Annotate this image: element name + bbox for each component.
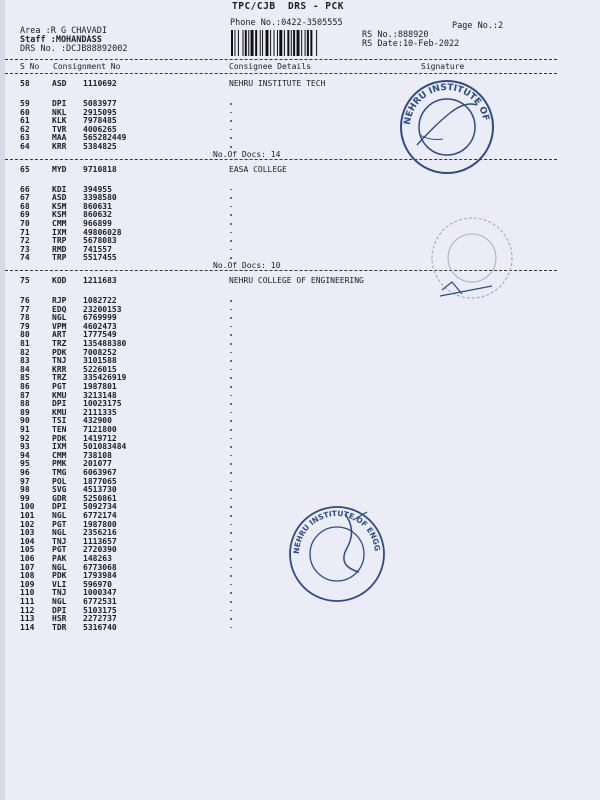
continuation-dot: [230, 326, 232, 328]
row-serial: 109: [20, 579, 35, 589]
docs-count: No.Of Docs: 14: [213, 149, 281, 159]
row-consignment-number: 1211683: [83, 276, 117, 285]
row-consignment-number: 1082722: [83, 296, 117, 305]
continuation-dot: [230, 627, 232, 629]
continuation-dot: [230, 558, 232, 560]
continuation-dot: [230, 343, 232, 345]
consignment-row: [20, 142, 117, 151]
continuation-dot: [230, 481, 232, 483]
row-serial: 63: [20, 133, 30, 143]
continuation-dot: [230, 420, 232, 422]
row-serial: 84: [20, 364, 30, 374]
barcode-bar: [270, 30, 271, 56]
row-consignment-number: 201077: [83, 459, 112, 469]
row-code: PDK: [52, 433, 67, 443]
row-consignment-number: 5517455: [83, 253, 117, 263]
continuation-dot: [230, 515, 232, 517]
row-consignment-number: 5092734: [83, 502, 117, 512]
row-serial: 108: [20, 571, 35, 581]
row-consignment-number: 738108: [83, 450, 112, 460]
row-consignment-number: 860631: [83, 201, 112, 211]
row-serial: 101: [20, 511, 35, 520]
barcode-bar: [293, 30, 295, 56]
docs-count: No.Of Docs: 10: [213, 261, 281, 270]
row-serial: 104: [20, 536, 35, 546]
row-serial: 96: [20, 468, 30, 477]
row-code: NGL: [52, 511, 67, 520]
barcode-bar: [251, 30, 254, 56]
row-consignment-number: 5226015: [83, 364, 117, 374]
row-code: SVG: [52, 485, 67, 495]
continuation-dot: [230, 146, 232, 148]
row-serial: 80: [20, 330, 30, 340]
row-code: KRR: [52, 142, 67, 151]
barcode-bar: [238, 30, 239, 56]
rs-date: RS Date:10-Feb-2022: [362, 39, 460, 49]
continuation-dot: [230, 240, 232, 242]
row-serial: 92: [20, 433, 30, 443]
row-code: MYD: [52, 164, 67, 174]
row-code: IXM: [52, 227, 67, 237]
continuation-dot: [230, 532, 232, 534]
row-consignment-number: 4602473: [83, 321, 117, 331]
row-consignment-number: 7978485: [83, 116, 117, 126]
row-serial: 90: [20, 416, 30, 426]
row-consignment-number: 6772531: [83, 597, 117, 606]
continuation-dot: [230, 189, 232, 191]
row-consignment-number: 6773068: [83, 562, 117, 572]
barcode-bar: [231, 30, 233, 56]
row-code: KRR: [52, 364, 67, 374]
continuation-dot: [230, 506, 232, 508]
continuation-dot: [230, 446, 232, 448]
row-code: VPM: [52, 321, 67, 331]
barcode-bar: [255, 30, 257, 56]
continuation-dot: [230, 129, 232, 131]
row-code: CMM: [52, 219, 67, 228]
svg-text:NEHRU INSTITUTE OF ENGG & TECH: [281, 493, 382, 554]
barcode-bar: [234, 30, 235, 56]
barcode-bar: [260, 30, 261, 56]
row-code: DPI: [52, 99, 67, 108]
row-code: GDR: [52, 493, 67, 503]
continuation-dot: [230, 438, 232, 440]
continuation-dot: [230, 463, 232, 465]
row-serial: 65: [20, 164, 30, 174]
header-divider-top: [5, 59, 557, 60]
barcode-bar: [248, 30, 249, 56]
row-code: TVR: [52, 124, 67, 134]
row-consignment-number: 10023175: [83, 399, 122, 409]
row-serial: 94: [20, 450, 30, 460]
barcode-bar: [277, 30, 278, 56]
stamp1-ring-text: NEHRU INSTITUTE OF TECHNOLOGY: [391, 68, 491, 126]
row-consignment-number: 1987800: [83, 519, 117, 529]
row-serial: 70: [20, 219, 30, 228]
row-code: PDK: [52, 571, 67, 581]
row-consignment-number: 860632: [83, 210, 112, 220]
barcode-bar: [316, 30, 317, 56]
continuation-dot: [230, 592, 232, 594]
continuation-dot: [230, 412, 232, 414]
row-serial: 71: [20, 227, 30, 237]
row-serial: 93: [20, 442, 30, 452]
row-code: KSM: [52, 201, 67, 211]
row-consignment-number: 596970: [83, 579, 112, 589]
row-code: DPI: [52, 502, 67, 512]
row-code: ASD: [52, 193, 67, 203]
continuation-dot: [230, 472, 232, 474]
row-serial: 103: [20, 528, 35, 538]
row-consignment-number: 5678083: [83, 236, 117, 246]
row-consignment-number: 1110692: [83, 79, 117, 88]
barcode-bar: [284, 30, 285, 56]
row-code: KMU: [52, 390, 67, 400]
row-serial: 97: [20, 476, 30, 486]
consignment-row: [20, 253, 117, 262]
row-code: PGT: [52, 382, 67, 391]
row-consignment-number: 501083484: [83, 442, 127, 452]
row-code: TNJ: [52, 356, 67, 366]
row-code: TRZ: [52, 373, 67, 383]
continuation-dot: [230, 377, 232, 379]
barcode-bar: [279, 30, 282, 56]
stamp2-ring-text: NEHRU INSTITUTE OF ENGG & TECHNOLOGY: [281, 493, 383, 555]
row-code: NGL: [52, 597, 67, 606]
continuation-dot: [230, 232, 232, 234]
header-divider-bottom: [5, 73, 557, 74]
continuation-dot: [230, 429, 232, 431]
row-code: HSR: [52, 614, 67, 624]
row-consignment-number: 2272737: [83, 614, 117, 624]
barcode-bar: [307, 30, 309, 56]
consignee-name: EASA COLLEGE: [229, 164, 287, 174]
row-consignment-number: 335426919: [83, 373, 127, 383]
drs-number: DRS No. :DCJB88892002: [20, 44, 128, 54]
row-serial: 58: [20, 79, 30, 88]
row-code: KOD: [52, 276, 67, 285]
row-serial: 88: [20, 399, 30, 409]
row-consignment-number: 5250861: [83, 493, 117, 503]
row-consignment-number: 1000347: [83, 588, 117, 598]
row-serial: 60: [20, 107, 30, 117]
row-code: IXM: [52, 442, 67, 452]
row-code: VLI: [52, 579, 67, 589]
row-serial: 74: [20, 253, 30, 263]
row-serial: 86: [20, 382, 30, 391]
row-consignment-number: 3398580: [83, 193, 117, 203]
phone-number: Phone No.:0422-3505555: [230, 18, 343, 28]
continuation-dot: [230, 541, 232, 543]
row-consignment-number: 2356216: [83, 528, 117, 538]
continuation-dot: [230, 249, 232, 251]
row-code: TRZ: [52, 339, 67, 348]
row-serial: 111: [20, 597, 35, 606]
row-consignment-number: 1793984: [83, 571, 117, 581]
row-code: PGT: [52, 545, 67, 555]
row-serial: 61: [20, 116, 30, 126]
row-consignment-number: 1777549: [83, 330, 117, 340]
row-code: TNJ: [52, 588, 67, 598]
row-consignment-number: 1113657: [83, 536, 117, 546]
row-serial: 106: [20, 554, 35, 563]
row-consignment-number: 4006265: [83, 124, 117, 134]
continuation-dot: [230, 498, 232, 500]
continuation-dot: [230, 352, 232, 354]
col-consignment: Consignment No: [53, 62, 121, 71]
row-code: PDK: [52, 347, 67, 357]
row-serial: 79: [20, 321, 30, 331]
scan-edge: [0, 0, 5, 800]
continuation-dot: [230, 524, 232, 526]
row-code: RMD: [52, 244, 67, 254]
row-consignment-number: 432900: [83, 416, 112, 426]
continuation-dot: [230, 317, 232, 319]
barcode-bar: [301, 30, 302, 56]
row-serial: 98: [20, 485, 30, 495]
row-serial: 82: [20, 347, 30, 357]
row-code: KDI: [52, 184, 67, 194]
row-code: MAA: [52, 133, 67, 143]
row-serial: 89: [20, 407, 30, 417]
continuation-dot: [230, 257, 232, 259]
continuation-dot: [230, 103, 232, 105]
barcode-bar: [310, 30, 312, 56]
continuation-dot: [230, 549, 232, 551]
row-serial: 102: [20, 519, 35, 529]
continuation-dot: [230, 584, 232, 586]
row-serial: 113: [20, 614, 35, 624]
barcode-bar: [245, 30, 247, 56]
row-code: DPI: [52, 399, 67, 409]
continuation-dot: [230, 618, 232, 620]
row-code: TNJ: [52, 536, 67, 546]
consignment-row: [20, 165, 117, 174]
row-consignment-number: 1419712: [83, 433, 117, 443]
row-consignment-number: 3213148: [83, 390, 117, 400]
continuation-dot: [230, 395, 232, 397]
barcode-bar: [274, 30, 275, 56]
document-title: TPC/CJB DRS - PCK: [232, 1, 344, 12]
row-consignment-number: 135488380: [83, 339, 127, 348]
row-serial: 69: [20, 210, 30, 220]
row-serial: 66: [20, 184, 30, 194]
continuation-dot: [230, 112, 232, 114]
row-code: ASD: [52, 79, 67, 88]
page-number: Page No.:2: [452, 21, 504, 31]
row-serial: 72: [20, 236, 30, 246]
continuation-dot: [230, 601, 232, 603]
institute-stamp-2: [281, 493, 390, 605]
row-code: TRP: [52, 253, 67, 263]
row-consignment-number: 7008252: [83, 347, 117, 357]
continuation-dot: [230, 309, 232, 311]
faint-stamp: [422, 210, 522, 306]
row-code: TDR: [52, 622, 67, 632]
row-consignment-number: 148263: [83, 554, 112, 563]
barcode-bar: [243, 30, 244, 56]
row-consignment-number: 5316740: [83, 622, 117, 632]
row-consignment-number: 565282449: [83, 133, 127, 143]
row-consignment-number: 1877065: [83, 476, 117, 486]
staff-field: Staff :MOHANDASS: [20, 35, 102, 45]
row-consignment-number: 23200153: [83, 304, 122, 314]
rs-number: RS No.:888920: [362, 30, 429, 40]
barcode-bar: [291, 30, 292, 56]
row-consignment-number: 5103175: [83, 605, 117, 615]
continuation-dot: [230, 369, 232, 371]
row-code: KMU: [52, 407, 67, 417]
row-code: ART: [52, 330, 67, 340]
row-code: KLK: [52, 116, 67, 126]
row-serial: 91: [20, 425, 30, 434]
continuation-dot: [230, 575, 232, 577]
row-serial: 95: [20, 459, 30, 469]
col-consignee: Consignee Details: [229, 62, 311, 71]
row-code: NGL: [52, 528, 67, 538]
row-serial: 112: [20, 605, 35, 615]
row-consignment-number: 7121800: [83, 425, 117, 434]
row-serial: 62: [20, 124, 30, 134]
continuation-dot: [230, 137, 232, 139]
row-serial: 78: [20, 313, 30, 323]
continuation-dot: [230, 489, 232, 491]
row-consignment-number: 6769999: [83, 313, 117, 323]
row-consignment-number: 49806028: [83, 227, 122, 237]
row-code: CMM: [52, 450, 67, 460]
row-consignment-number: 2915095: [83, 107, 117, 117]
row-code: NGL: [52, 562, 67, 572]
barcode-bar: [262, 30, 263, 56]
row-serial: 73: [20, 244, 30, 254]
consignee-name: NEHRU COLLEGE OF ENGINEERING: [229, 276, 364, 285]
row-consignment-number: 5384825: [83, 142, 117, 151]
row-code: DPI: [52, 605, 67, 615]
row-code: KSM: [52, 210, 67, 220]
row-code: PGT: [52, 519, 67, 529]
row-serial: 67: [20, 193, 30, 203]
col-sno: S No: [20, 62, 40, 71]
continuation-dot: [230, 567, 232, 569]
row-serial: 105: [20, 545, 35, 555]
row-consignment-number: 6063967: [83, 468, 117, 477]
row-consignment-number: 9710818: [83, 164, 117, 174]
row-consignment-number: 966899: [83, 219, 112, 228]
continuation-dot: [230, 360, 232, 362]
continuation-dot: [230, 197, 232, 199]
row-consignment-number: 394955: [83, 184, 112, 194]
row-serial: 110: [20, 588, 35, 598]
col-signature: Signature: [421, 62, 465, 71]
row-serial: 68: [20, 201, 30, 211]
continuation-dot: [230, 610, 232, 612]
row-serial: 64: [20, 142, 30, 151]
row-consignment-number: 741557: [83, 244, 112, 254]
continuation-dot: [230, 300, 232, 302]
row-serial: 85: [20, 373, 30, 383]
barcode-bar: [287, 30, 289, 56]
row-consignment-number: 3101588: [83, 356, 117, 366]
continuation-dot: [230, 223, 232, 225]
row-code: PAK: [52, 554, 67, 563]
row-serial: 87: [20, 390, 30, 400]
row-consignment-number: 5083977: [83, 99, 117, 108]
area-field: Area :R G CHAVADI: [20, 26, 107, 36]
consignee-name: NEHRU INSTITUTE TECH: [229, 79, 326, 88]
row-consignment-number: 2111335: [83, 407, 117, 417]
consignment-row: [20, 79, 117, 88]
consignment-row: [20, 276, 117, 285]
row-code: TEN: [52, 425, 67, 434]
continuation-dot: [230, 214, 232, 216]
row-consignment-number: 1987801: [83, 382, 117, 391]
row-serial: 114: [20, 622, 35, 632]
row-serial: 81: [20, 339, 30, 348]
row-serial: 59: [20, 99, 30, 108]
row-code: RJP: [52, 296, 67, 305]
row-code: TSI: [52, 416, 67, 426]
row-serial: 107: [20, 562, 35, 572]
row-code: TRP: [52, 236, 67, 246]
svg-text:NEHRU INSTITUTE OF TECHNOLOGY: [391, 68, 491, 125]
continuation-dot: [230, 403, 232, 405]
row-serial: 77: [20, 304, 30, 314]
continuation-dot: [230, 120, 232, 122]
consignment-row: [20, 623, 117, 632]
continuation-dot: [230, 386, 232, 388]
row-code: TMG: [52, 468, 67, 477]
barcode: [231, 30, 351, 56]
row-consignment-number: 6772174: [83, 511, 117, 520]
row-consignment-number: 4513730: [83, 485, 117, 495]
institute-stamp-1: [391, 68, 500, 175]
continuation-dot: [230, 206, 232, 208]
row-serial: 99: [20, 493, 30, 503]
barcode-bar: [305, 30, 306, 56]
row-serial: 76: [20, 296, 30, 305]
continuation-dot: [230, 334, 232, 336]
row-code: PMK: [52, 459, 67, 469]
row-code: EDQ: [52, 304, 67, 314]
row-consignment-number: 2720390: [83, 545, 117, 555]
row-serial: 100: [20, 502, 35, 512]
row-serial: 83: [20, 356, 30, 366]
continuation-dot: [230, 455, 232, 457]
barcode-bar: [266, 30, 269, 56]
barcode-bar: [297, 30, 300, 56]
row-code: NKL: [52, 107, 67, 117]
row-code: POL: [52, 476, 67, 486]
row-serial: 75: [20, 276, 30, 285]
row-code: NGL: [52, 313, 67, 323]
